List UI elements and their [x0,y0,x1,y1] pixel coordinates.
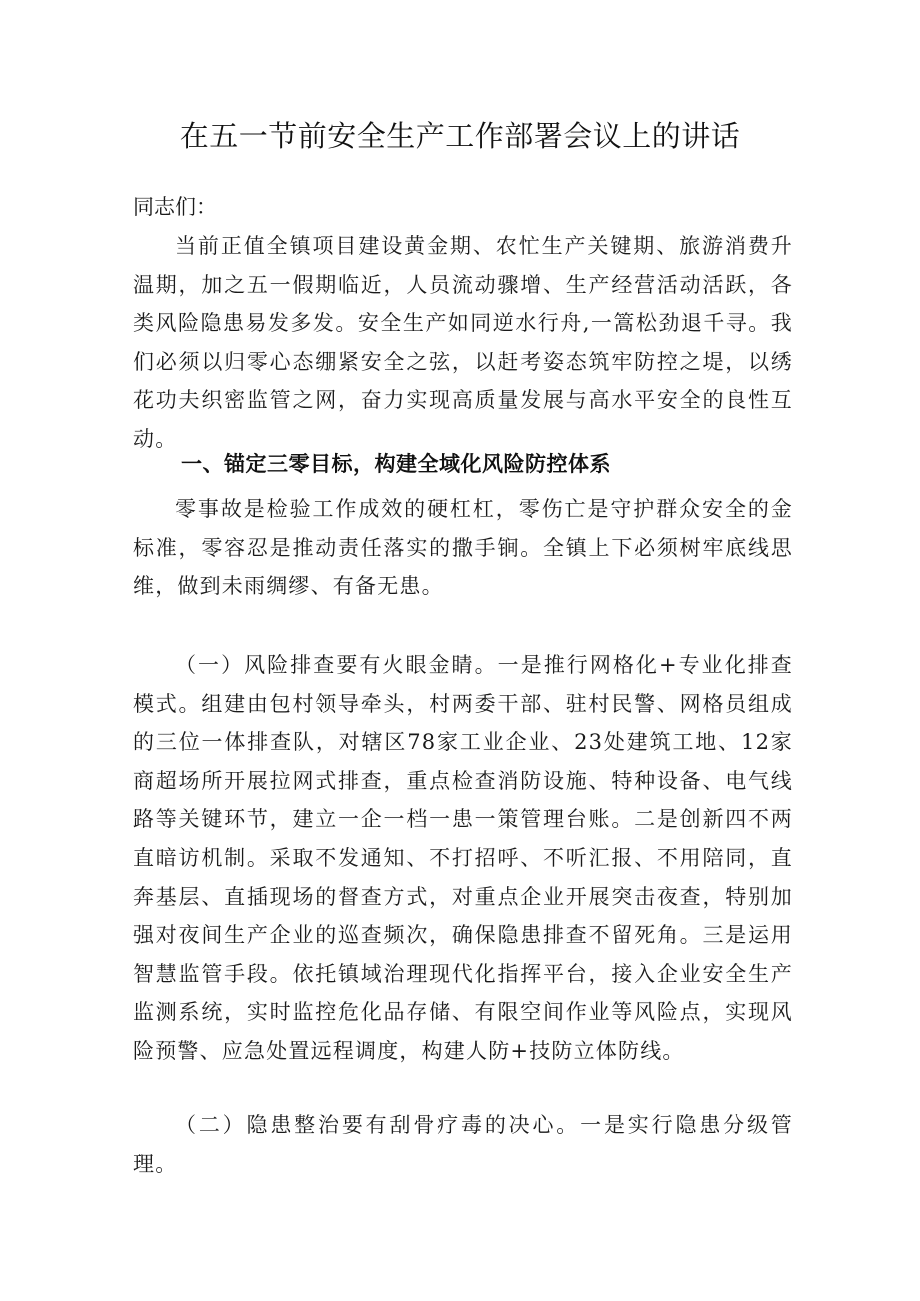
item-paragraph-2: （二）隐患整治要有刮骨疗毒的决心。一是实行隐患分级管理。 [133,1113,793,1176]
section-heading-1: 一、锚定三零目标，构建全域化风险防控体系 [181,452,611,476]
document-title: 在五一节前安全生产工作部署会议上的讲话 [179,119,741,153]
section-intro-paragraph: 零事故是检验工作成效的硬杠杠，零伤亡是守护群众安全的金标准，零容忍是推动责任落实的撒手锏。全镇上下必须树牢底线思维，做到未雨绸缪、有备无患。 [133,497,793,599]
intro-paragraph: 当前正值全镇项目建设黄金期、农忙生产关键期、旅游消费升温期，加之五一假期临近，人员流动骤增、生产经营活动活跃，各类风险隐患易发多发。安全生产如同逆水行舟,一篙松劲退千寻。我们必须以归零心态绷紧安全之弦，以赶考姿态筑牢防控之堤，以绣花功夫织密监管之网，奋力实现高质量发展与高水平安全的良性互动。 [133,234,793,451]
item-paragraph-1: （一）风险排查要有火眼金睛。一是推行网格化+专业化排查模式。组建由包村领导牵头，村两委干部、驻村民警、网格员组成的三位一体排查队，对辖区78家工业企业、23处建筑工地、12家商超场所开展拉网式排查，重点检查消防设施、特种设备、电气线路等关键环节，建立一企一档一患一策管理台账。二是创新四不两直暗访机制。采取不发通知、不打招呼、不听汇报、不用陪同，直奔基层、直插现场的督查方式，对重点企业开展突击夜查，特别加强对夜间生产企业的巡查频次，确保隐患排查不留死角。三是运用智慧监管手段。依托镇域治理现代化指挥平台，接入企业安全生产监测系统，实时监控危化品存储、有限空间作业等风险点，实现风险预警、应急处置远程调度，构建人防+技防立体防线。 [133,653,793,1063]
salutation: 同志们： [133,195,217,219]
